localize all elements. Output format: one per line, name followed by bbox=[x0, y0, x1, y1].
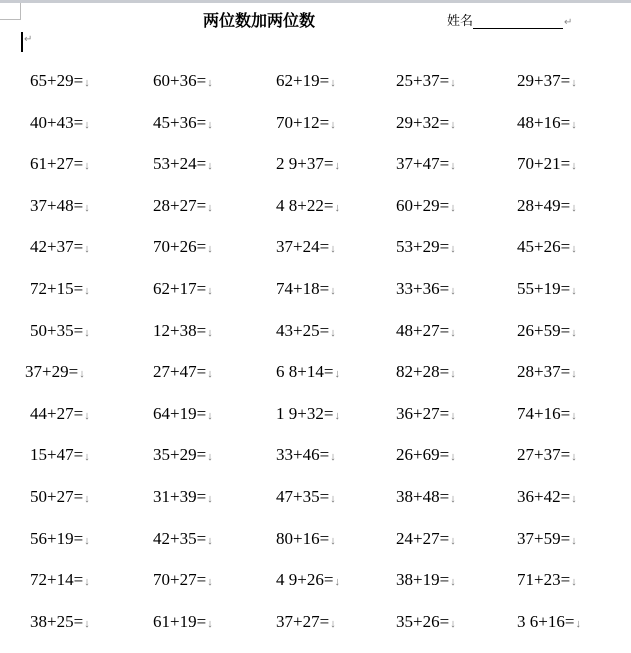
math-problem bbox=[517, 237, 577, 257]
line-break-icon: ↓ bbox=[207, 284, 213, 297]
math-problem bbox=[517, 321, 577, 341]
problem-row bbox=[0, 71, 631, 113]
problem-text: 72+15= bbox=[30, 278, 84, 298]
paragraph-mark-icon: ↵ bbox=[564, 17, 573, 28]
problem-row bbox=[0, 154, 631, 196]
problem-row bbox=[0, 196, 631, 238]
line-break-icon: ↓ bbox=[334, 368, 340, 381]
math-problem bbox=[153, 154, 213, 174]
math-problem bbox=[30, 279, 90, 299]
problem-text: 24+27= bbox=[396, 528, 450, 548]
line-break-icon: ↓ bbox=[84, 326, 90, 339]
problem-text: 27+37= bbox=[517, 445, 571, 465]
math-problem bbox=[30, 529, 90, 549]
line-break-icon: ↓ bbox=[571, 409, 577, 422]
math-problem bbox=[396, 154, 456, 174]
problem-text: 28+49= bbox=[517, 195, 571, 215]
line-break-icon: ↓ bbox=[84, 160, 90, 173]
line-break-icon: ↓ bbox=[84, 77, 90, 89]
math-problem bbox=[153, 404, 213, 424]
problem-text: 37+59= bbox=[517, 528, 571, 548]
line-break-icon: ↓ bbox=[84, 201, 90, 214]
problem-text: 62+17= bbox=[153, 278, 207, 298]
line-break-icon: ↓ bbox=[450, 409, 456, 422]
problem-text: 4 9+26= bbox=[276, 570, 334, 590]
problem-text: 70+21= bbox=[517, 154, 571, 174]
line-break-icon: ↓ bbox=[571, 77, 577, 89]
line-break-icon: ↓ bbox=[84, 118, 90, 131]
problem-text: 38+19= bbox=[396, 570, 450, 590]
problem-text: 61+27= bbox=[30, 154, 84, 174]
line-break-icon: ↓ bbox=[334, 576, 340, 589]
problem-text: 62+19= bbox=[276, 71, 330, 90]
math-problem bbox=[396, 570, 456, 590]
line-break-icon: ↓ bbox=[330, 492, 336, 505]
problem-text: 64+19= bbox=[153, 403, 207, 423]
line-break-icon: ↓ bbox=[79, 368, 85, 381]
problem-text: 40+43= bbox=[30, 112, 84, 132]
line-break-icon: ↓ bbox=[84, 243, 90, 256]
math-problem bbox=[30, 237, 90, 257]
line-break-icon: ↓ bbox=[207, 326, 213, 339]
line-break-icon: ↓ bbox=[334, 201, 340, 214]
line-break-icon: ↓ bbox=[571, 160, 577, 173]
problem-text: 74+18= bbox=[276, 278, 330, 298]
line-break-icon: ↓ bbox=[330, 118, 336, 131]
line-break-icon: ↓ bbox=[450, 201, 456, 214]
problem-row bbox=[0, 570, 631, 612]
problem-text: 36+27= bbox=[396, 403, 450, 423]
line-break-icon: ↓ bbox=[571, 492, 577, 505]
problem-text: 70+12= bbox=[276, 112, 330, 132]
math-problem bbox=[276, 154, 340, 174]
problem-row bbox=[0, 404, 631, 446]
problem-text: 33+46= bbox=[276, 445, 330, 465]
problem-text: 26+69= bbox=[396, 445, 450, 465]
math-problem bbox=[153, 445, 213, 465]
problem-text: 3 6+16= bbox=[517, 611, 575, 631]
problem-text: 37+27= bbox=[276, 611, 330, 631]
problem-text: 38+25= bbox=[30, 611, 84, 631]
problem-text: 61+19= bbox=[153, 611, 207, 631]
problem-row bbox=[0, 113, 631, 155]
problem-text: 47+35= bbox=[276, 486, 330, 506]
math-problem bbox=[25, 362, 85, 382]
problem-text: 31+39= bbox=[153, 486, 207, 506]
math-problem bbox=[153, 71, 213, 91]
line-break-icon: ↓ bbox=[207, 617, 213, 630]
math-problem bbox=[30, 196, 90, 216]
math-problem bbox=[396, 362, 456, 382]
math-problem bbox=[396, 612, 456, 632]
line-break-icon: ↓ bbox=[330, 617, 336, 630]
math-problem bbox=[517, 113, 577, 133]
problem-text: 60+29= bbox=[396, 195, 450, 215]
math-problem bbox=[30, 487, 90, 507]
math-problem bbox=[396, 196, 456, 216]
problem-row bbox=[0, 445, 631, 487]
math-problem bbox=[276, 237, 336, 257]
problem-text: 55+19= bbox=[517, 278, 571, 298]
problem-text: 48+27= bbox=[396, 320, 450, 340]
problem-text: 43+25= bbox=[276, 320, 330, 340]
line-break-icon: ↓ bbox=[207, 451, 213, 464]
problem-row bbox=[0, 321, 631, 363]
line-break-icon: ↓ bbox=[450, 451, 456, 464]
line-break-icon: ↓ bbox=[207, 243, 213, 256]
math-problem bbox=[396, 113, 456, 133]
problem-text: 1 9+32= bbox=[276, 403, 334, 423]
problem-text: 71+23= bbox=[517, 570, 571, 590]
math-problem bbox=[276, 71, 336, 91]
line-break-icon: ↓ bbox=[330, 451, 336, 464]
line-break-icon: ↓ bbox=[207, 576, 213, 589]
math-problem bbox=[517, 570, 577, 590]
math-problem bbox=[30, 321, 90, 341]
math-problem bbox=[153, 570, 213, 590]
math-problem bbox=[396, 237, 456, 257]
math-problem bbox=[276, 321, 336, 341]
line-break-icon: ↓ bbox=[207, 201, 213, 214]
line-break-icon: ↓ bbox=[330, 534, 336, 547]
problem-text: 50+35= bbox=[30, 320, 84, 340]
line-break-icon: ↓ bbox=[207, 409, 213, 422]
math-problem bbox=[153, 362, 213, 382]
problem-text: 35+26= bbox=[396, 611, 450, 631]
math-problem bbox=[517, 487, 577, 507]
math-problem bbox=[153, 612, 213, 632]
math-problem bbox=[517, 529, 577, 549]
problem-text: 48+16= bbox=[517, 112, 571, 132]
line-break-icon: ↓ bbox=[571, 284, 577, 297]
line-break-icon: ↓ bbox=[571, 576, 577, 589]
line-break-icon: ↓ bbox=[334, 409, 340, 422]
problem-text: 6 8+14= bbox=[276, 362, 334, 382]
math-problem bbox=[153, 321, 213, 341]
line-break-icon: ↓ bbox=[575, 617, 581, 630]
problem-text: 70+26= bbox=[153, 237, 207, 257]
math-problem bbox=[396, 404, 456, 424]
problem-text: 2 9+37= bbox=[276, 154, 334, 174]
problem-text: 27+47= bbox=[153, 362, 207, 382]
line-break-icon: ↓ bbox=[84, 534, 90, 547]
problem-text: 28+27= bbox=[153, 195, 207, 215]
page-corner-mark bbox=[0, 3, 21, 20]
line-break-icon: ↓ bbox=[84, 409, 90, 422]
line-break-icon: ↓ bbox=[450, 576, 456, 589]
math-problem bbox=[30, 445, 90, 465]
problem-text: 65+29= bbox=[30, 71, 84, 90]
line-break-icon: ↓ bbox=[450, 534, 456, 547]
problem-text: 29+32= bbox=[396, 112, 450, 132]
problem-text: 25+37= bbox=[396, 71, 450, 90]
line-break-icon: ↓ bbox=[571, 243, 577, 256]
problem-text: 53+29= bbox=[396, 237, 450, 257]
math-problem bbox=[517, 71, 577, 91]
line-break-icon: ↓ bbox=[450, 160, 456, 173]
math-problem bbox=[276, 487, 336, 507]
problem-text: 37+47= bbox=[396, 154, 450, 174]
problem-text: 74+16= bbox=[517, 403, 571, 423]
problem-row bbox=[0, 487, 631, 529]
line-break-icon: ↓ bbox=[571, 534, 577, 547]
problem-text: 4 8+22= bbox=[276, 195, 334, 215]
line-break-icon: ↓ bbox=[84, 492, 90, 505]
line-break-icon: ↓ bbox=[450, 368, 456, 381]
problem-text: 53+24= bbox=[153, 154, 207, 174]
problem-text: 82+28= bbox=[396, 362, 450, 382]
line-break-icon: ↓ bbox=[330, 284, 336, 297]
problem-text: 37+29= bbox=[25, 362, 79, 382]
math-problem bbox=[30, 154, 90, 174]
math-problem bbox=[30, 612, 90, 632]
problem-text: 28+37= bbox=[517, 362, 571, 382]
line-break-icon: ↓ bbox=[334, 160, 340, 173]
line-break-icon: ↓ bbox=[450, 243, 456, 256]
line-break-icon: ↓ bbox=[450, 326, 456, 339]
problem-text: 37+24= bbox=[276, 237, 330, 257]
line-break-icon: ↓ bbox=[84, 451, 90, 464]
line-break-icon: ↓ bbox=[330, 77, 336, 89]
problem-text: 42+37= bbox=[30, 237, 84, 257]
math-problem bbox=[276, 196, 340, 216]
line-break-icon: ↓ bbox=[330, 326, 336, 339]
problem-row bbox=[0, 279, 631, 321]
math-problem bbox=[517, 362, 577, 382]
line-break-icon: ↓ bbox=[450, 492, 456, 505]
line-break-icon: ↓ bbox=[450, 617, 456, 630]
line-break-icon: ↓ bbox=[84, 617, 90, 630]
math-problem bbox=[517, 445, 577, 465]
math-problem bbox=[396, 71, 456, 91]
problem-text: 12+38= bbox=[153, 320, 207, 340]
math-problem bbox=[517, 196, 577, 216]
math-problem bbox=[153, 113, 213, 133]
problem-text: 33+36= bbox=[396, 278, 450, 298]
problem-text: 60+36= bbox=[153, 71, 207, 90]
math-problem bbox=[517, 612, 581, 632]
problem-text: 45+36= bbox=[153, 112, 207, 132]
math-problem bbox=[276, 404, 340, 424]
page-title: 两位数加两位数 bbox=[203, 11, 316, 30]
line-break-icon: ↓ bbox=[571, 451, 577, 464]
math-problem bbox=[396, 445, 456, 465]
problem-text: 38+48= bbox=[396, 486, 450, 506]
math-problem bbox=[276, 279, 336, 299]
math-problem bbox=[153, 237, 213, 257]
math-problem bbox=[276, 113, 336, 133]
math-problem bbox=[276, 445, 336, 465]
math-problem bbox=[276, 570, 340, 590]
ruler-bar bbox=[0, 0, 631, 3]
problem-text: 29+37= bbox=[517, 71, 571, 90]
math-problem bbox=[276, 612, 336, 632]
line-break-icon: ↓ bbox=[450, 77, 456, 89]
problem-text: 56+19= bbox=[30, 528, 84, 548]
problem-text: 72+14= bbox=[30, 570, 84, 590]
problem-text: 35+29= bbox=[153, 445, 207, 465]
math-problem bbox=[517, 279, 577, 299]
math-problem bbox=[153, 487, 213, 507]
line-break-icon: ↓ bbox=[571, 118, 577, 131]
problem-text: 50+27= bbox=[30, 486, 84, 506]
math-problem bbox=[396, 321, 456, 341]
math-problem bbox=[517, 404, 577, 424]
line-break-icon: ↓ bbox=[450, 118, 456, 131]
math-problem bbox=[276, 362, 340, 382]
problem-grid bbox=[0, 71, 631, 653]
problem-text: 44+27= bbox=[30, 403, 84, 423]
problem-text: 42+35= bbox=[153, 528, 207, 548]
paragraph-mark-icon: ↵ bbox=[24, 34, 33, 45]
line-break-icon: ↓ bbox=[207, 160, 213, 173]
math-problem bbox=[396, 487, 456, 507]
line-break-icon: ↓ bbox=[450, 284, 456, 297]
line-break-icon: ↓ bbox=[207, 368, 213, 381]
text-cursor bbox=[21, 32, 23, 52]
line-break-icon: ↓ bbox=[207, 492, 213, 505]
line-break-icon: ↓ bbox=[84, 284, 90, 297]
problem-text: 70+27= bbox=[153, 570, 207, 590]
math-problem bbox=[396, 529, 456, 549]
math-problem bbox=[153, 529, 213, 549]
problem-text: 26+59= bbox=[517, 320, 571, 340]
problem-text: 15+47= bbox=[30, 445, 84, 465]
problem-text: 36+42= bbox=[517, 486, 571, 506]
math-problem bbox=[30, 404, 90, 424]
problem-row bbox=[0, 237, 631, 279]
line-break-icon: ↓ bbox=[84, 576, 90, 589]
math-problem bbox=[153, 279, 213, 299]
line-break-icon: ↓ bbox=[571, 201, 577, 214]
name-blank-line[interactable] bbox=[473, 16, 563, 29]
math-problem bbox=[153, 196, 213, 216]
math-problem bbox=[30, 570, 90, 590]
line-break-icon: ↓ bbox=[207, 534, 213, 547]
line-break-icon: ↓ bbox=[571, 326, 577, 339]
name-field[interactable] bbox=[447, 10, 572, 29]
problem-row bbox=[0, 362, 631, 404]
problem-row bbox=[0, 612, 631, 653]
math-problem bbox=[276, 529, 336, 549]
line-break-icon: ↓ bbox=[571, 368, 577, 381]
math-problem bbox=[517, 154, 577, 174]
problem-text: 45+26= bbox=[517, 237, 571, 257]
line-break-icon: ↓ bbox=[330, 243, 336, 256]
name-label: 姓名 bbox=[447, 14, 474, 29]
problem-text: 37+48= bbox=[30, 195, 84, 215]
line-break-icon: ↓ bbox=[207, 118, 213, 131]
math-problem bbox=[396, 279, 456, 299]
line-break-icon: ↓ bbox=[207, 77, 213, 89]
math-problem bbox=[30, 71, 90, 91]
math-problem bbox=[30, 113, 90, 133]
problem-text: 80+16= bbox=[276, 528, 330, 548]
problem-row bbox=[0, 529, 631, 571]
